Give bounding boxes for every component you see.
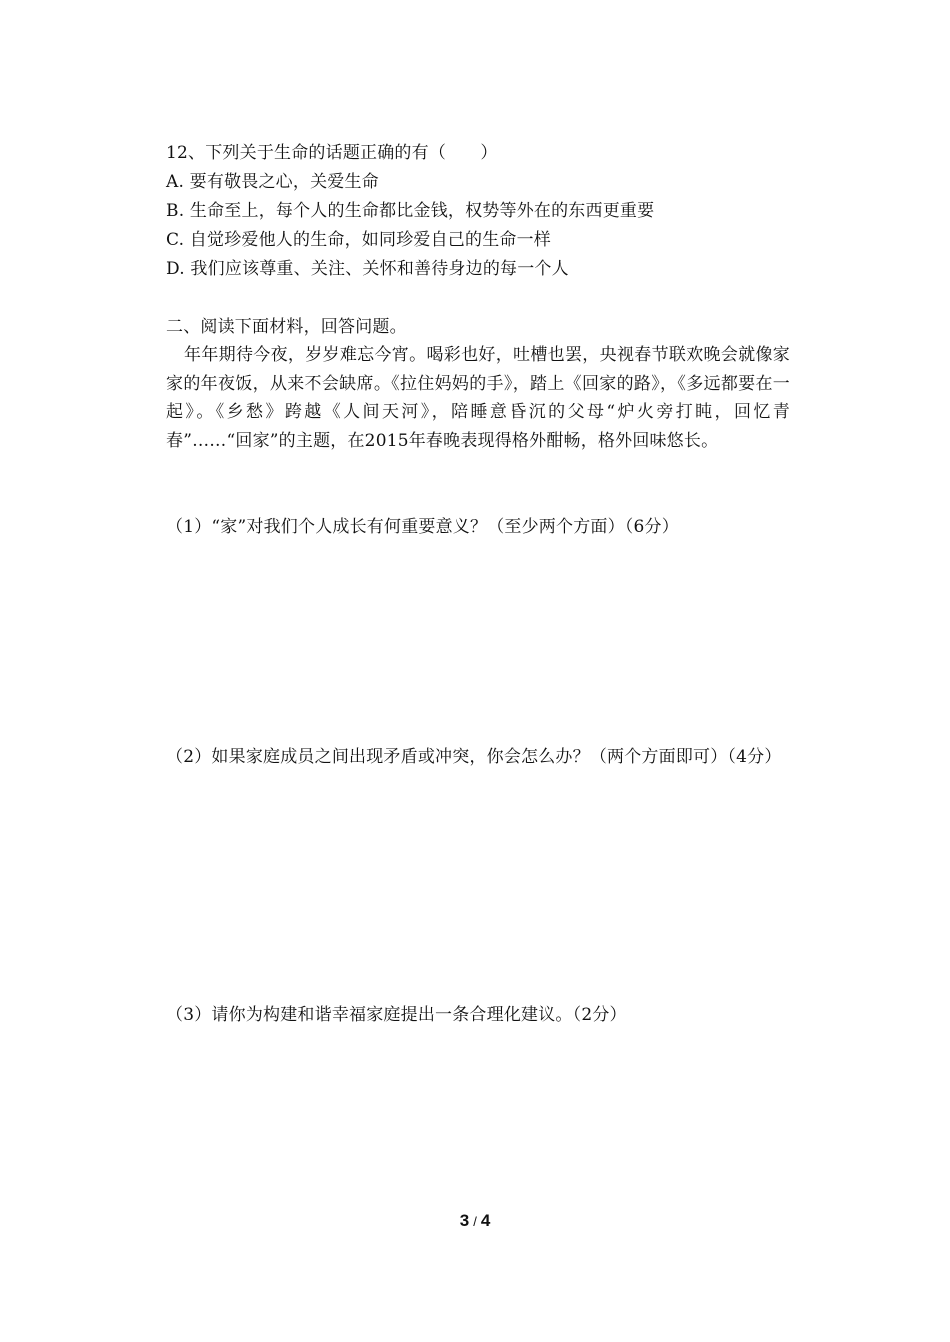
question-12-stem: 12、下列关于生命的话题正确的有（ ） [166, 143, 498, 163]
section-2-heading: 二、阅读下面材料，回答问题。 [166, 317, 407, 337]
total-pages-number: 4 [480, 1211, 491, 1230]
sub-question-1: （1）“家”对我们个人成长有何重要意义？（至少两个方面）（6分） [166, 517, 679, 537]
page-separator: / [473, 1214, 477, 1229]
option-b: B. 生命至上，每个人的生命都比金钱，权势等外在的东西更重要 [166, 201, 655, 221]
option-a: A. 要有敬畏之心，关爱生命 [166, 172, 379, 192]
current-page-number: 3 [459, 1211, 470, 1230]
sub-question-3: （3）请你为构建和谐幸福家庭提出一条合理化建议。（2分） [166, 1005, 627, 1025]
sub-question-2: （2）如果家庭成员之间出现矛盾或冲突，你会怎么办？（两个方面即可）（4分） [166, 747, 782, 767]
option-c: C. 自觉珍爱他人的生命，如同珍爱自己的生命一样 [166, 230, 552, 250]
option-d: D. 我们应该尊重、关注、关怀和善待身边的每一个人 [166, 259, 569, 279]
reading-material: 年年期待今夜，岁岁难忘今宵。喝彩也好，吐槽也罢，央视春节联欢晚会就像家家的年夜饭，从来不会缺席。《拉住妈妈的手》，踏上《回家的路》，《多远都要在一起》。《乡愁》跨越《人间天河》，陪睡意昏沉的父母“炉火旁打盹，回忆青春”……“回家”的主题，在2015年春晚表现得格外酣畅，格外回味悠长。 [166, 345, 790, 451]
page-number [0, 1211, 950, 1231]
